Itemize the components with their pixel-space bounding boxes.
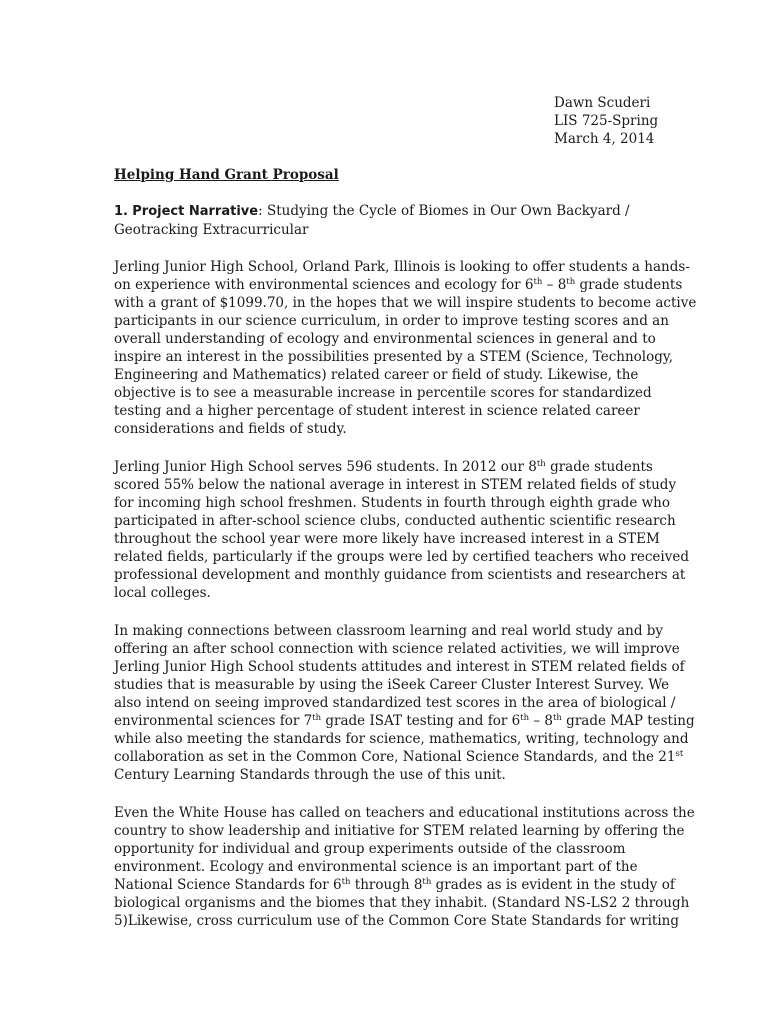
section-number: 1. (114, 204, 128, 219)
paragraph-3 (114, 622, 695, 784)
text-line: with a grant of $1099.70, in the hopes that we will inspire students to become active (114, 295, 697, 311)
text-line: Century Learning Standards through the use of this unit. (114, 767, 506, 783)
course-name: LIS 725-Spring (554, 113, 659, 129)
text-line: scored 55% below the national average in interest in STEM related fields of study (114, 477, 677, 493)
section-label: Project Narrative (132, 204, 259, 219)
text-line: studies that is measurable by using the iSeek Career Cluster Interest Survey. We (114, 677, 670, 693)
paragraph-2 (114, 458, 689, 602)
text-line: Engineering and Mathematics) related career or field of study. Likewise, the (114, 367, 639, 383)
text-line: 5)Likewise, cross curriculum use of the Common Core State Standards for writing (114, 913, 680, 929)
text-line: professional development and monthly guidance from scientists and researchers at (114, 567, 686, 583)
text-line: biological organisms and the biomes that they inhabit. (Standard NS-LS2 2 through (114, 895, 690, 911)
text-line: also intend on seeing improved standardized test scores in the area of biological / (114, 695, 676, 711)
text-line: Jerling Junior High School, Orland Park, Illinois is looking to offer students a hands- (114, 259, 690, 275)
text-line: related fields, particularly if the groups were led by certified teachers who received (114, 549, 689, 565)
text-line: inspire an interest in the possibilities presented by a STEM (Science, Technology, (114, 349, 673, 365)
text-line: Jerling Junior High School students attitudes and interest in STEM related fields of (114, 659, 685, 675)
text-line: collaboration as set in the Common Core, National Science Standards, and the 21st (114, 749, 684, 765)
text-line: objective is to see a measurable increase in percentile scores for standardized (114, 385, 652, 401)
text-line: for incoming high school freshmen. Students in fourth through eighth grade who (114, 495, 670, 511)
text-line: while also meeting the standards for science, mathematics, writing, technology and (114, 731, 689, 747)
text-line: overall understanding of ecology and environmental sciences in general and to (114, 331, 656, 347)
paragraph-4 (114, 804, 695, 930)
section-colon: : (258, 203, 263, 219)
text-line: Even the White House has called on teachers and educational institutions across the (114, 805, 695, 821)
text-line: throughout the school year were more likely have increased interest in a STEM (114, 531, 660, 547)
text-line: In making connections between classroom learning and real world study and by (114, 623, 664, 639)
text-line: offering an after school connection with science related activities, we will improve (114, 641, 680, 657)
document-date: March 4, 2014 (554, 131, 655, 147)
text-line: National Science Standards for 6th through 8th grades as is evident in the study of (114, 877, 675, 893)
project-narrative-heading (114, 202, 644, 239)
text-line: country to show leadership and initiative for STEM related learning by offering the (114, 823, 685, 839)
text-line: local colleges. (114, 585, 211, 601)
text-line: opportunity for individual and group experiments outside of the classroom (114, 841, 626, 857)
text-line: participants in our science curriculum, in order to improve testing scores and an (114, 313, 669, 329)
text-line: considerations and fields of study. (114, 421, 347, 437)
author-header (554, 94, 658, 148)
text-line: environmental sciences for 7th grade ISAT testing and for 6th – 8th grade MAP testing (114, 713, 695, 729)
section-subtitle-line2: Geotracking Extracurricular (114, 222, 309, 238)
document-title: Helping Hand Grant Proposal (114, 167, 339, 183)
text-line: testing and a higher percentage of student interest in science related career (114, 403, 640, 419)
text-line: participated in after-school science clubs, conducted authentic scientific research (114, 513, 676, 529)
paragraph-1 (114, 258, 697, 438)
section-subtitle-line1: Studying the Cycle of Biomes in Our Own Backyard / (266, 203, 630, 219)
text-line: Jerling Junior High School serves 596 students. In 2012 our 8th grade students (114, 459, 653, 475)
text-line: on experience with environmental sciences and ecology for 6th – 8th grade students (114, 277, 683, 293)
text-line: environment. Ecology and environmental science is an important part of the (114, 859, 638, 875)
author-name: Dawn Scuderi (554, 95, 651, 111)
